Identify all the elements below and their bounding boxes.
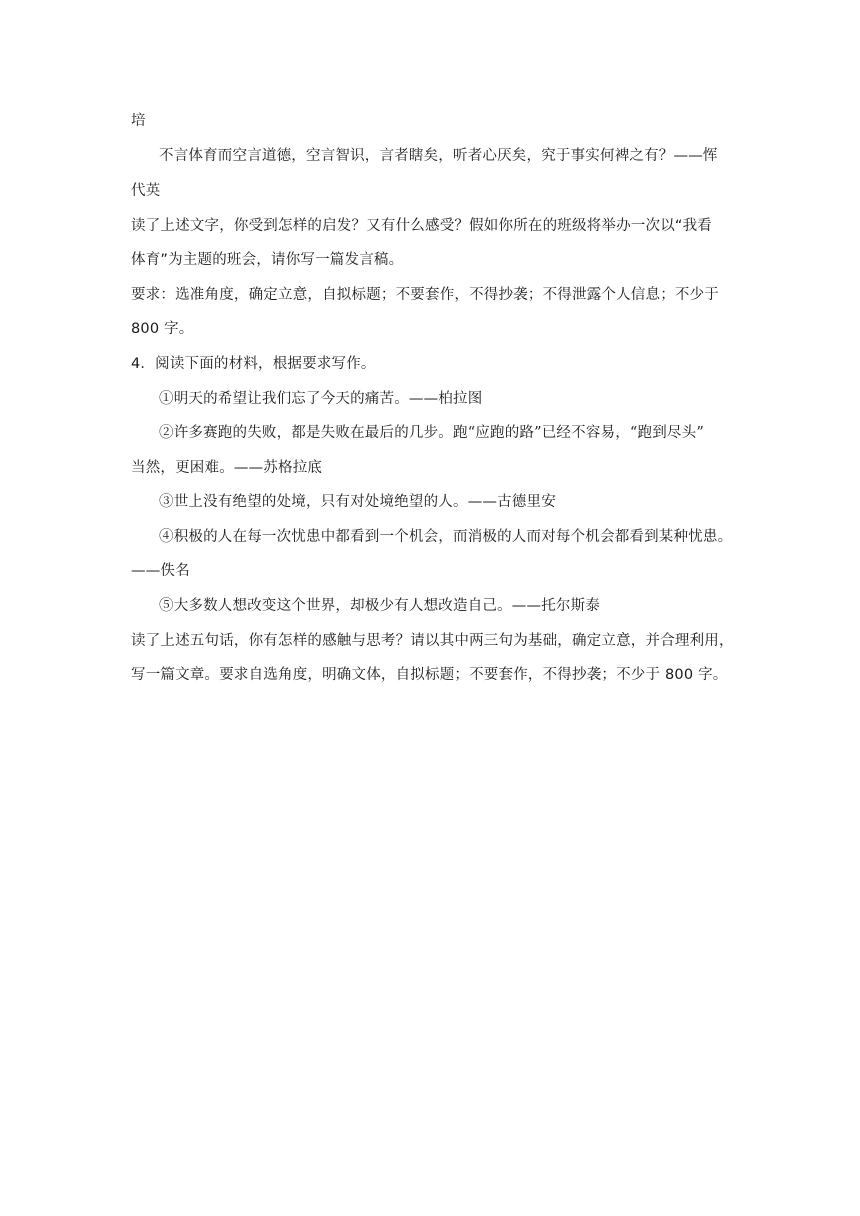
question-heading: 4．阅读下面的材料，根据要求写作。 bbox=[131, 356, 376, 372]
quote-author-line: 代英 bbox=[131, 183, 161, 199]
requirement-line: 要求：选准角度，确定立意，自拟标题；不要套作，不得抄袭；不得泄露个人信息；不少于 bbox=[131, 287, 719, 303]
quote-line: ①明天的希望让我们忘了今天的痛苦。——柏拉图 bbox=[159, 391, 483, 407]
prompt-line: 读了上述文字，你受到怎样的启发？又有什么感受？假如你所在的班级将举办一次以“我看 bbox=[131, 218, 713, 234]
text-line-fragment: 培 bbox=[131, 113, 146, 129]
quote-line: ⑤大多数人想改变这个世界，却极少有人想改造自己。——托尔斯泰 bbox=[159, 598, 600, 614]
prompt-line: 读了上述五句话，你有怎样的感触与思考？请以其中两三句为基础，确定立意，并合理利用， bbox=[131, 633, 734, 649]
quote-line: ——佚名 bbox=[131, 563, 190, 579]
quote-line: ④积极的人在每一次忧患中都看到一个机会，而消极的人而对每个机会都看到某种忧患。 bbox=[159, 529, 733, 545]
quote-line: ②许多赛跑的失败，都是失败在最后的几步。跑“应跑的路”已经不容易，“跑到尽头” bbox=[159, 425, 704, 441]
prompt-line: 写一篇文章。要求自选角度，明确文体，自拟标题；不要套作，不得抄袭；不少于 800 字。 bbox=[131, 667, 728, 683]
quote-text-line: 不言体育而空言道德，空言智识，言者瞎矣，听者心厌矣，究于事实何裨之有？——恽 bbox=[159, 148, 718, 164]
quote-line: ③世上没有绝望的处境，只有对处境绝望的人。——古德里安 bbox=[159, 494, 556, 510]
requirement-line: 800 字。 bbox=[131, 321, 194, 337]
prompt-line: 体育”为主题的班会，请你写一篇发言稿。 bbox=[131, 252, 404, 268]
quote-line: 当然，更困难。——苏格拉底 bbox=[131, 460, 323, 476]
